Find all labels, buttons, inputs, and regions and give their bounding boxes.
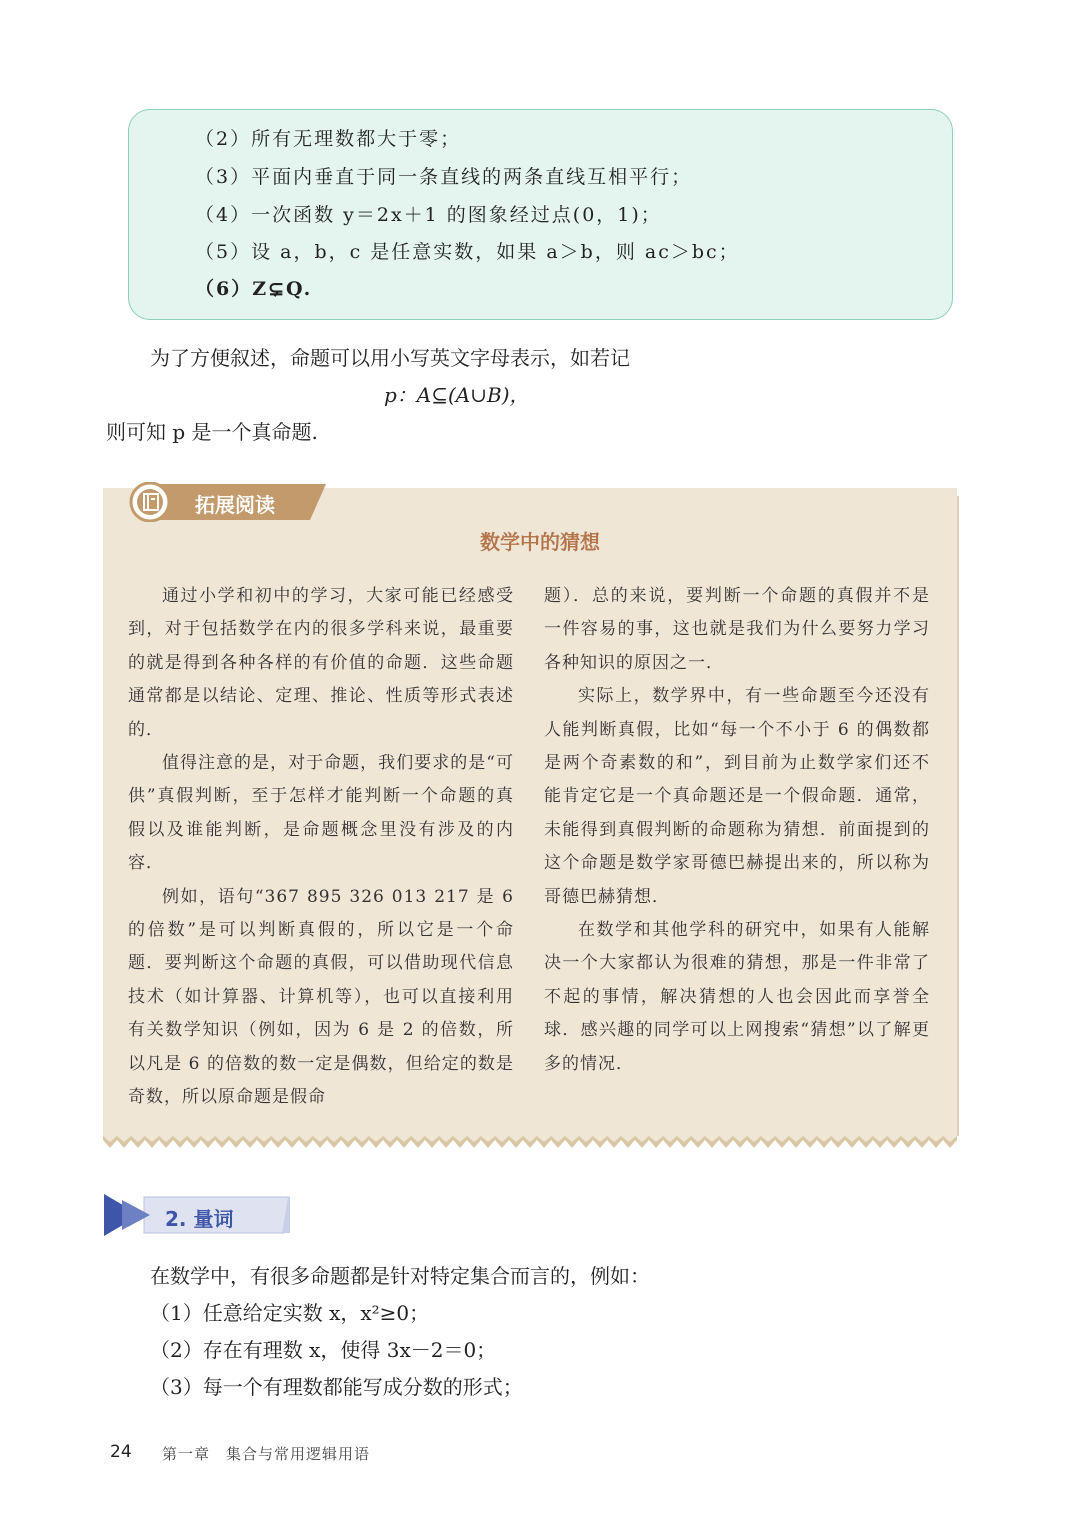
intro-formula: p：A⊆(A∪B)， bbox=[384, 383, 530, 407]
section-intro: 在数学中，有很多命题都是针对特定集合而言的，例如： bbox=[150, 1264, 650, 1288]
exercise-item: （5）设 a，b，c 是任意实数，如果 a＞b，则 ac＞bc； bbox=[195, 241, 740, 263]
section-item: （2）存在有理数 x，使得 3x－2＝0； bbox=[150, 1338, 497, 1362]
reading-title: 数学中的猜想 bbox=[480, 530, 600, 554]
reading-right-column bbox=[544, 580, 930, 1081]
exercise-item: （6）Z⊊Q. bbox=[195, 278, 313, 300]
exercise-item: （3）平面内垂直于同一条直线的两条直线互相平行； bbox=[195, 166, 693, 188]
reading-paragraph: 实际上，数学界中，有一些命题至今还没有人能判断真假，比如“每一个不小于 6 的偶数都是两个奇素数的和”，到目前为止数学家们还不能肯定它是一个真命题还是一个假命题．通常，未能得到真假判断的命题称为猜想．前面提到的这个命题是数学家哥德巴赫提出来的，所以称为哥德巴赫猜想． bbox=[544, 686, 930, 907]
intro-line: 则可知 p 是一个真命题. bbox=[106, 420, 318, 444]
exercise-item: （4）一次函数 y＝2x＋1 的图象经过点(0，1)； bbox=[195, 204, 662, 226]
intro-line: 为了方便叙述，命题可以用小写英文字母表示，如若记 bbox=[150, 346, 630, 370]
section-title: 2. 量词 bbox=[165, 1207, 234, 1231]
reading-left-column bbox=[128, 580, 514, 1115]
reading-paragraph: 通过小学和初中的学习，大家可能已经感受到，对于包括数学在内的很多学科来说，最重要的就是得到各种各样的有价值的命题．这些命题通常都是以结论、定理、推论、性质等形式表述的． bbox=[128, 586, 514, 740]
exercise-box bbox=[128, 109, 953, 320]
reading-tab-label: 拓展阅读 bbox=[195, 493, 275, 517]
chapter-title: 第一章 集合与常用逻辑用语 bbox=[162, 1445, 371, 1463]
section-item: （3）每一个有理数都能写成分数的形式； bbox=[150, 1375, 523, 1399]
reading-zigzag-border bbox=[103, 1130, 957, 1150]
reading-paragraph: 在数学和其他学科的研究中，如果有人能解决一个大家都认为很难的猜想，那是一件非常了不起的事情，解决猜想的人也会因此而享誉全球．感兴趣的同学可以上网搜索“猜想”以了解更多的情况． bbox=[544, 920, 930, 1074]
exercise-item: （2）所有无理数都大于零； bbox=[195, 128, 462, 150]
reading-paragraph: 值得注意的是，对于命题，我们要求的是“可供”真假判断，至于怎样才能判断一个命题的真假以及谁能判断，是命题概念里没有涉及的内容． bbox=[128, 753, 514, 874]
page-number: 24 bbox=[110, 1442, 132, 1462]
section-item: （1）任意给定实数 x，x²≥0； bbox=[150, 1301, 430, 1325]
reading-paragraph: 题）．总的来说，要判断一个命题的真假并不是一件容易的事，这也就是我们为什么要努力学习各种知识的原因之一． bbox=[544, 586, 930, 673]
reading-paragraph: 例如，语句“367 895 326 013 217 是 6 的倍数”是可以判断真假的，所以它是一个命题．要判断这个命题的真假，可以借助现代信息技术（如计算器、计算机等），也可以直接利用有关数学知识（例如，因为 6 是 2 的倍数，所以凡是 6 的倍数的数一定是偶数，但给定的数是奇数，所以原命题是假命 bbox=[128, 886, 514, 1108]
book-icon bbox=[140, 491, 162, 513]
